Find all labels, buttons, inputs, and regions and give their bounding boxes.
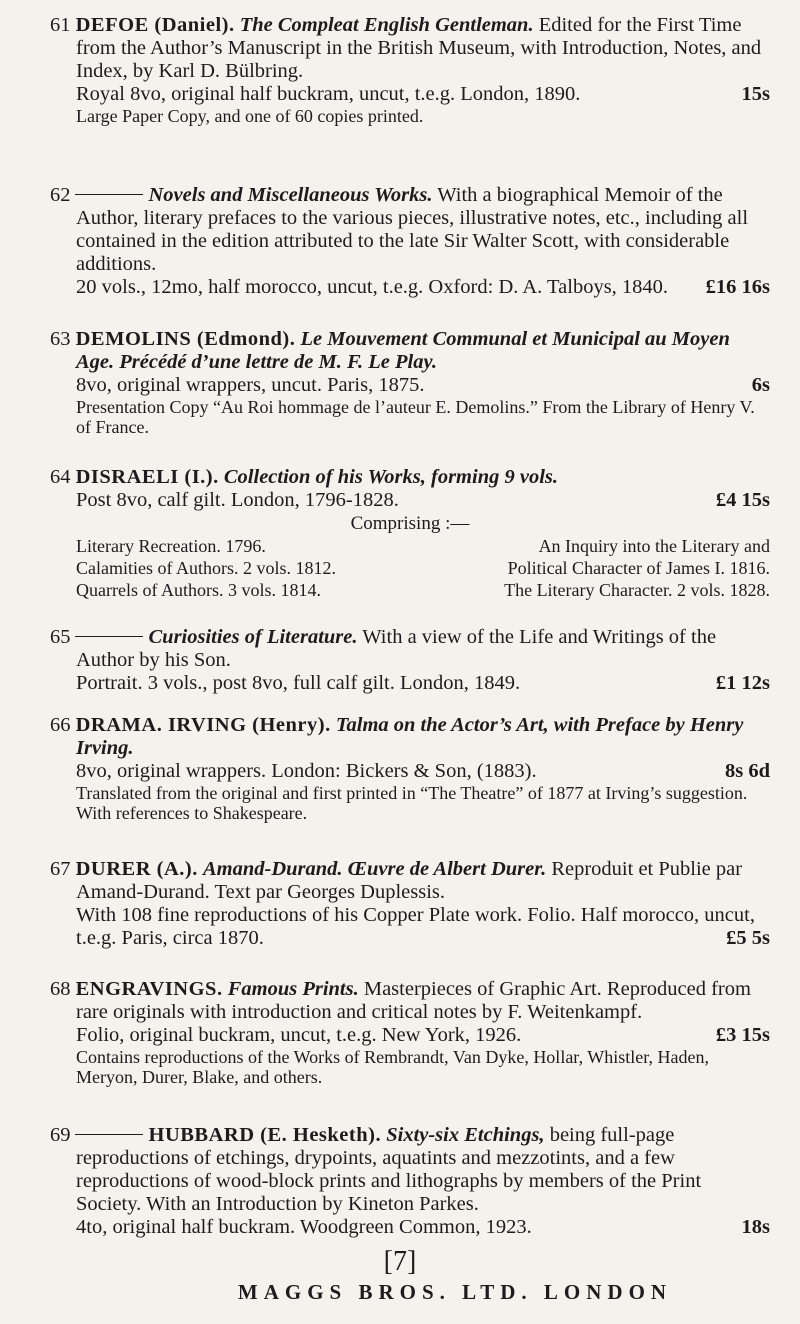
publisher-imprint: MAGGS BROS. LTD. LONDON bbox=[237, 1280, 673, 1304]
price: 8s 6d bbox=[724, 760, 770, 782]
price: £1 12s bbox=[715, 672, 770, 694]
entry-66: 66 DRAMA. IRVING (Henry). Talma on the Actor’s Art, with Preface by Henry Irving. 8vo, original wrappers. London: Bickers & Son, (1883). 8s 6d Translated from the original and first printed in “The Theatre” of 1877 at Irving’s suggestion. With references to Shakespeare. bbox=[50, 714, 770, 823]
title: Talma on the Actor’s Art, with Preface by Henry Irving. bbox=[76, 714, 744, 759]
title: Famous Prints. bbox=[227, 978, 359, 1000]
author: ENGRAVINGS. bbox=[75, 978, 223, 1000]
entry-67: 67 DURER (A.). Amand-Durand. Œuvre de Albert Durer. Reproduit et Publie par Amand-Durand. Text par Georges Duplessis. With 108 fine reproductions of his Copper Plate work. Folio. Half morocco, uncut, t.e.g. Paris, circa 1870. £5 5s bbox=[50, 858, 770, 949]
page-number: [7] bbox=[383, 1246, 417, 1277]
title: Novels and Miscellaneous Works. bbox=[148, 184, 433, 206]
entry-65: 65 Curiosities of Literature. With a view of the Life and Writings of the Author by his Son. Portrait. 3 vols., post 8vo, full calf gilt. London, 1849. £1 12s bbox=[50, 626, 770, 694]
author: DEFOE (Daniel). bbox=[75, 14, 235, 36]
ditto-dash bbox=[75, 1134, 143, 1135]
author: DRAMA. IRVING (Henry). bbox=[75, 714, 331, 736]
title: Amand-Durand. Œuvre de Albert Durer. bbox=[202, 858, 547, 880]
price: 6s bbox=[751, 374, 770, 396]
comprising-label: Comprising :— bbox=[350, 513, 470, 534]
title: Curiosities of Literature. bbox=[148, 626, 358, 648]
list-item: Literary Recreation. 1796. An Inquiry into the Literary and bbox=[76, 536, 770, 556]
author: HUBBARD (E. Hesketh). bbox=[148, 1124, 382, 1146]
title: The Compleat English Gentleman. bbox=[239, 14, 534, 36]
ditto-dash bbox=[75, 636, 143, 637]
price: £5 5s bbox=[726, 927, 770, 949]
title: Collection of his Works, forming 9 vols. bbox=[223, 466, 558, 488]
list-item: Calamities of Authors. 2 vols. 1812. Political Character of James I. 1816. bbox=[76, 558, 770, 578]
list-item: Quarrels of Authors. 3 vols. 1814. The Literary Character. 2 vols. 1828. bbox=[76, 580, 770, 600]
price: 18s bbox=[741, 1216, 770, 1238]
entry-61: 61 DEFOE (Daniel). The Compleat English Gentleman. Edited for the First Time from the Author’s Manuscript in the British Museum, with Introduction, Notes, and Index, by Karl D. Bülbring. Royal 8vo, original half buckram, uncut, t.e.g. London, 1890. 15s Large Paper Copy, and one of 60 copies printed. bbox=[50, 14, 770, 126]
entry-69: 69 HUBBARD (E. Hesketh). Sixty-six Etchings, being full-page reproductions of etchings, drypoints, aquatints and mezzotints, and a few reproductions of wood-block prints and lithographs by members of the Print Society. With an Introduction by Kineton Parkes. 4to, original half buckram. Woodgreen Common, 1923. 18s bbox=[50, 1124, 770, 1238]
price: £3 15s bbox=[715, 1024, 770, 1046]
price: 15s bbox=[741, 83, 770, 105]
ditto-dash bbox=[75, 194, 143, 195]
author: DEMOLINS (Edmond). bbox=[75, 328, 296, 350]
entry-68: 68 ENGRAVINGS. Famous Prints. Masterpieces of Graphic Art. Reproduced from rare originals with introduction and critical notes by F. Weitenkampf. Folio, original buckram, uncut, t.e.g. New York, 1926. £3 15s Contains reproductions of the Works of Rembrandt, Van Dyke, Hollar, Whistler, Haden, Meryon, Durer, Blake, and others. bbox=[50, 978, 770, 1087]
title: Le Mouvement Communal et Municipal au Moyen Age. Précédé d’une lettre de M. F. Le Play. bbox=[76, 328, 730, 373]
entry-64: 64 DISRAELI (I.). Collection of his Works, forming 9 vols. Post 8vo, calf gilt. London, 1796-1828. £4 15s Comprising :— Literary Recreation. 1796. An Inquiry into the Literary and Calamities of Authors. 2 vols. 1812. Political Character of James I. 1816. Quarrels of Authors. 3 vols. 1814. The Literary Character. 2 vols. 1828. bbox=[50, 466, 770, 600]
price: £4 15s bbox=[715, 489, 770, 511]
entry-62: 62 Novels and Miscellaneous Works. With a biographical Memoir of the Author, literary prefaces to the various pieces, illustrative notes, etc., including all contained in the edition attributed to the late Sir Walter Scott, with considerable additions. 20 vols., 12mo, half morocco, uncut, t.e.g. Oxford: D. A. Talboys, 1840. £16 16s bbox=[50, 184, 770, 298]
entry-63: 63 DEMOLINS (Edmond). Le Mouvement Communal et Municipal au Moyen Age. Précédé d’une lettre de M. F. Le Play. 8vo, original wrappers, uncut. Paris, 1875. 6s Presentation Copy “Au Roi hommage de l’auteur E. Demolins.” From the Library of Henry V. of France. bbox=[50, 328, 770, 437]
author: DISRAELI (I.). bbox=[75, 466, 219, 488]
author: DURER (A.). bbox=[75, 858, 198, 880]
price: £16 16s bbox=[705, 276, 770, 298]
title: Sixty-six Etchings, bbox=[386, 1124, 545, 1146]
